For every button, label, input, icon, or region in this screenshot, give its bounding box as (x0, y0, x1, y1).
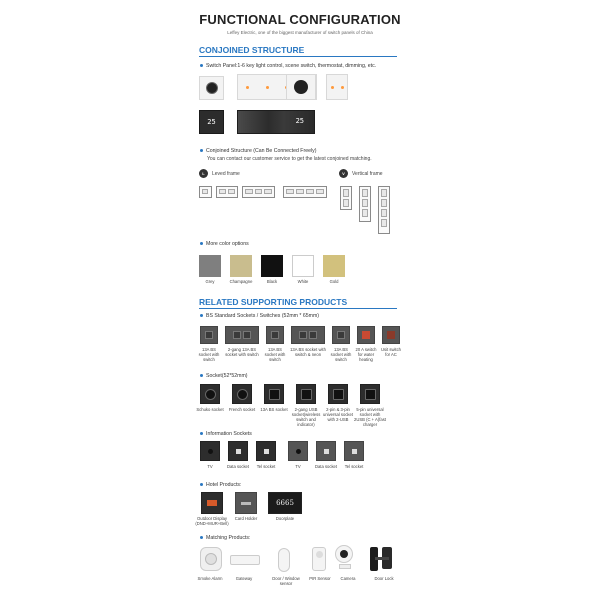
bs-socket-panel (332, 326, 350, 344)
card-slot-icon (241, 502, 251, 505)
info-jack-icon (236, 449, 241, 454)
socket-caption: 5-pin universal socket with 2USB (C + A)fast charger (354, 407, 386, 427)
matching-title: Matching Products: (200, 535, 250, 541)
alarm-icon (205, 553, 217, 565)
color-swatch (199, 255, 221, 277)
switch-rocker-icon (362, 331, 370, 339)
outdoor-display-panel (201, 492, 223, 514)
socket-panel (264, 384, 284, 404)
info-socket-panel (228, 441, 248, 461)
indicator-icon (341, 86, 344, 89)
bs-socket-caption: 2-gang 13A BS socket with switch (225, 347, 259, 357)
hotel-title: Hotel Products: (200, 482, 241, 488)
section-title-related: RELATED SUPPORTING PRODUCTS (199, 297, 348, 307)
socket-outlet-icon (333, 389, 344, 400)
leveled-badge: L (199, 169, 208, 178)
camera-image (335, 545, 355, 571)
conjoined-structure-note: You can contact our customer service to get the latest conjoined matching. (207, 156, 372, 162)
thermostat-dark-panel (199, 110, 224, 134)
info-socket-row (196, 441, 406, 475)
color-swatch (261, 255, 283, 277)
bs-socket-caption: 13A BS socket with switch (198, 347, 220, 362)
bs-socket-panel (382, 326, 400, 344)
frame-4x1 (378, 186, 390, 234)
door-sensor-image (278, 548, 290, 572)
info-socket-panel (316, 441, 336, 461)
thermostat-white-panel (199, 76, 224, 100)
frame-3x1 (359, 186, 371, 222)
socket-outlet-icon (309, 331, 317, 339)
info-socket-panel (288, 441, 308, 461)
color-swatch-label: Black (266, 279, 278, 284)
socket-title: Socket(52*52mm) (200, 373, 248, 379)
smoke-alarm-image (200, 547, 222, 571)
page-title: FUNCTIONAL CONFIGURATION (199, 12, 401, 27)
socket-outlet-icon (337, 331, 345, 339)
info-socket-panel (344, 441, 364, 461)
color-swatch (230, 255, 252, 277)
indicator-icon (331, 86, 334, 89)
color-swatch-label: Grey (205, 279, 215, 284)
socket-outlet-icon (233, 331, 241, 339)
socket-panel (200, 384, 220, 404)
color-swatch (323, 255, 345, 277)
matching-caption: Door Lock (374, 576, 394, 581)
matching-caption: Door / Window sensor (272, 576, 300, 586)
thermostat-reading-2: 25 (295, 117, 304, 125)
matching-caption: PIR Sensor (309, 576, 331, 581)
info-jack-icon (324, 449, 329, 454)
section-divider (199, 308, 397, 309)
socket-panel (360, 384, 380, 404)
thermostat-panel-white-2 (286, 74, 316, 100)
bs-socket-panel (357, 326, 375, 344)
bs-socket-caption: 13A BS socket with switch & neon (290, 347, 326, 357)
socket-caption: 2-gang USB socket(wireless switch and indicator) (291, 407, 321, 427)
info-socket-caption: Data socket (226, 464, 250, 469)
thermostat-reading: 25 (207, 118, 216, 126)
bs-socket-panel (291, 326, 325, 344)
frame-2x1 (340, 186, 352, 210)
display-icon (207, 500, 217, 506)
socket-panel (296, 384, 316, 404)
socket-caption: 13A BS socket (260, 407, 288, 412)
socket-panel (232, 384, 252, 404)
hotel-caption-1: Outdoor Display (DND+MUR+Bell) (195, 516, 229, 526)
info-jack-icon (296, 449, 301, 454)
lens-icon (340, 550, 348, 558)
bs-socket-panel (225, 326, 259, 344)
dial-icon (206, 82, 218, 94)
color-swatches (199, 255, 359, 289)
matching-row (196, 545, 406, 591)
vertical-badge: V (339, 169, 348, 178)
hotel-caption-2: Card Holder (234, 516, 258, 521)
socket-outlet-icon (205, 389, 216, 400)
doorplate-number: 6665 (276, 499, 294, 507)
info-socket-caption: Tel socket (344, 464, 364, 469)
conjoined-structure-title: Conjoined Structure (Can Be Connected Freely) (200, 148, 316, 154)
switch-panel-dark-multi (237, 110, 315, 134)
socket-caption: 2-pin & 3-pin universal socket with 2-USB (322, 407, 354, 422)
pir-sensor-image (312, 547, 326, 571)
socket-outlet-icon (205, 331, 213, 339)
info-socket-caption: Data socket (314, 464, 338, 469)
frame-1x3 (242, 186, 275, 198)
matching-caption: Smoke Alarm (197, 576, 223, 581)
info-jack-icon (352, 449, 357, 454)
socket-outlet-icon (271, 331, 279, 339)
bs-socket-panel (200, 326, 218, 344)
bs-socket-caption: 13A BS socket with switch (330, 347, 352, 362)
door-lock-image (368, 545, 398, 573)
socket-panel (328, 384, 348, 404)
bs-socket-caption: 13A BS socket with switch (264, 347, 286, 362)
color-swatch (292, 255, 314, 277)
hotel-row (196, 492, 406, 528)
switch-panel-white-2gang (326, 74, 348, 100)
frame-1x1 (199, 186, 212, 198)
vertical-frame-label: V Vertical frame (339, 169, 383, 178)
info-socket-panel (256, 441, 276, 461)
page-subtitle: Leffey Electric, one of the biggest manufacturer of switch panels of China (227, 30, 373, 35)
color-swatch-label: White (297, 279, 309, 284)
section-divider (199, 56, 397, 57)
info-sockets-title: Information Sockets (200, 431, 252, 437)
frame-1x2 (216, 186, 238, 198)
info-socket-caption: TV (207, 464, 213, 469)
info-jack-icon (264, 449, 269, 454)
indicator-icon (246, 86, 249, 89)
gateway-image (230, 555, 260, 565)
socket-outlet-icon (299, 331, 307, 339)
indicator-icon (266, 86, 269, 89)
color-swatch-label: Gold (329, 279, 339, 284)
bs-socket-caption: 20 A switch for water heating (355, 347, 377, 362)
socket-outlet-icon (365, 389, 376, 400)
socket-caption: French socket (228, 407, 256, 412)
socket-caption: Schuko socket (196, 407, 224, 412)
card-holder-panel (235, 492, 257, 514)
dial-icon (294, 80, 308, 94)
leveled-frame-label: L Leved frame (199, 169, 240, 178)
section-title-conjoined: CONJOINED STRUCTURE (199, 45, 305, 55)
matching-caption: Gateway (235, 576, 253, 581)
matching-caption: Camera (340, 576, 356, 581)
bs-socket-row (196, 326, 406, 370)
info-jack-icon (208, 449, 213, 454)
socket-outlet-icon (301, 389, 312, 400)
info-socket-caption: Tel socket (256, 464, 276, 469)
info-socket-panel (200, 441, 220, 461)
info-socket-caption: TV (295, 464, 301, 469)
switch-rocker-icon (387, 331, 395, 339)
socket-outlet-icon (237, 389, 248, 400)
socket-outlet-icon (269, 389, 280, 400)
doorplate-panel (268, 492, 302, 514)
frame-1x4 (283, 186, 327, 198)
bs-sockets-title: BS Standard Sockets / Switches (52mm * 65mm) (200, 313, 319, 319)
hotel-caption-3: Doorplate (275, 516, 295, 521)
bs-socket-caption: Usit switch for AC (380, 347, 401, 357)
bs-socket-panel (266, 326, 284, 344)
colors-title: More color options (200, 241, 249, 247)
socket-row (196, 384, 406, 426)
socket-outlet-icon (243, 331, 251, 339)
color-swatch-label: Champagne (229, 279, 253, 284)
switch-panel-caption: Switch Panel:1-6 key light control, scene switch, thermostat, dimming, etc. (200, 63, 376, 69)
